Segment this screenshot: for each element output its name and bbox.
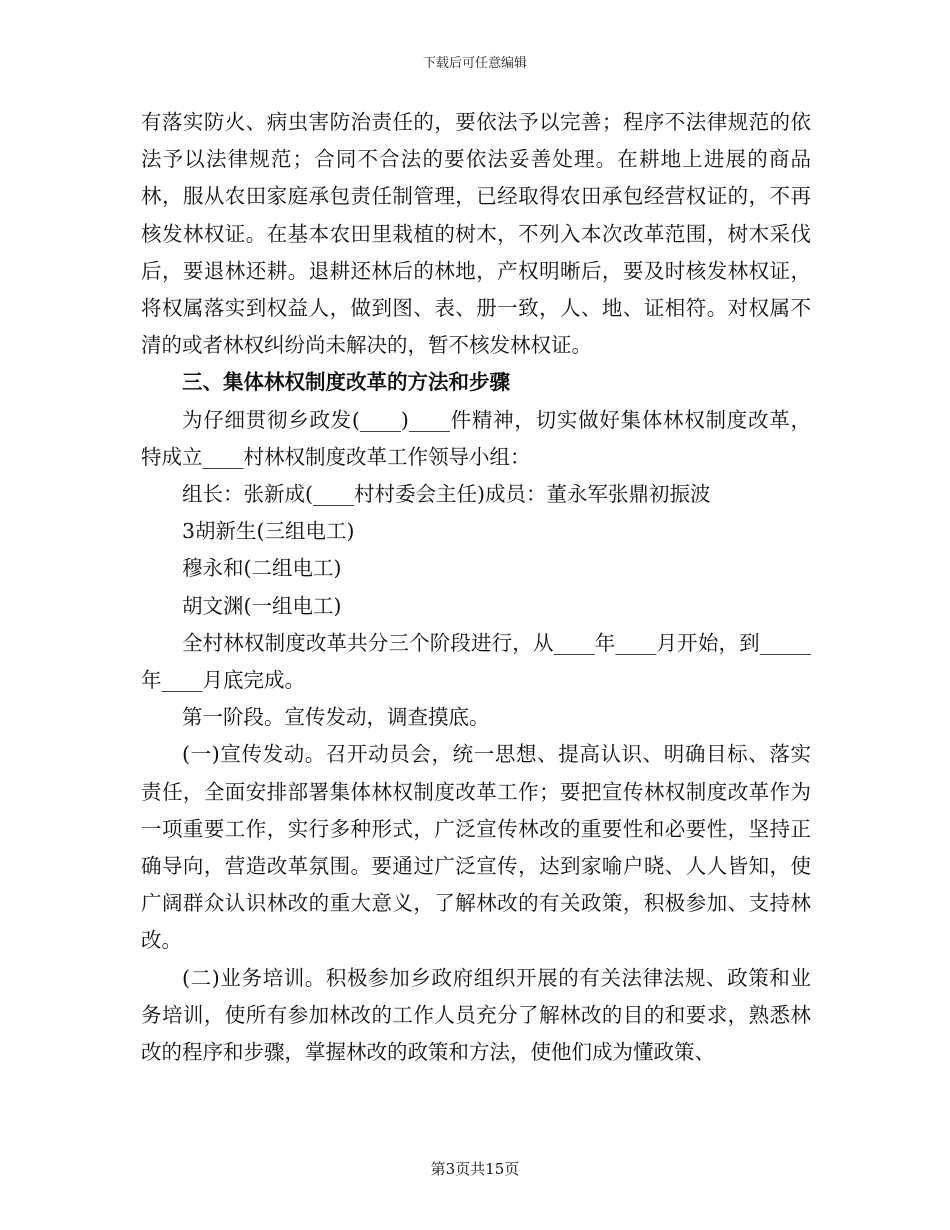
paragraph-land-rights: 有落实防火、病虫害防治责任的，要依法予以完善；程序不法律规范的依法予以法律规范；合同不合法的要依法妥善处理。在耕地上进展的商品林，服从农田家庭承包责任制管理，已经取得农田承包经营权证的，不再核发林权证。在基本农田里栽植的树木，不列入本次改革范围，树木采伐后，要退林还耕。退耕还林后的林地，产权明晰后，要及时核发林权证，将权属落实到权益人，做到图、表、册一致，人、地、证相符。对权属不清的或者林权纠纷尚未解决的，暂不核发林权证。 <box>141 110 811 358</box>
document-body <box>141 104 811 1071</box>
paragraph-schedule: 全村林权制度改革共分三个阶段进行，从____年____月开始，到_____年____月底完成。 <box>141 630 811 693</box>
paragraph-member-2: 穆永和(二组电工) <box>182 556 342 581</box>
paragraph-stage-1: 第一阶段。宣传发动，调查摸底。 <box>182 705 490 730</box>
page-header: 下载后可任意编辑 <box>422 56 527 71</box>
paragraph-group-leader: 组长：张新成(____村村委会主任)成员：董永军张鼎初振波 <box>182 482 711 507</box>
section-heading-3: 三、集体林权制度改革的方法和步骤 <box>182 370 510 395</box>
paragraph-member-1: 3胡新生(三组电工) <box>182 519 355 544</box>
paragraph-training: (二)业务培训。积极参加乡政府组织开展的有关法律法规、政策和业务培训，使所有参加林改的工作人员充分了解林改的目的和要求，熟悉林改的程序和步骤，掌握林改的政策和方法，使他们成为懂政策、 <box>141 965 811 1065</box>
paragraph-publicity: (一)宣传发动。召开动员会，统一思想、提高认识、明确目标、落实责任，全面安排部署集体林权制度改革工作；要把宣传林权制度改革作为一项重要工作，实行多种形式，广泛宣传林改的重要性和必要性，坚持正确导向，营造改革氛围。要通过广泛宣传，达到家喻户晓、人人皆知，使广阔群众认识林改的重大意义，了解林改的有关政策，积极参加、支持林改。 <box>141 742 811 953</box>
paragraph-leading-group: 为仔细贯彻乡政发(____)____件精神，切实做好集体林权制度改革，特成立____村林权制度改革工作领导小组： <box>141 407 811 469</box>
page-footer: 第3页共15页 <box>430 1160 520 1178</box>
paragraph-member-3: 胡文渊(一组电工) <box>182 593 342 618</box>
